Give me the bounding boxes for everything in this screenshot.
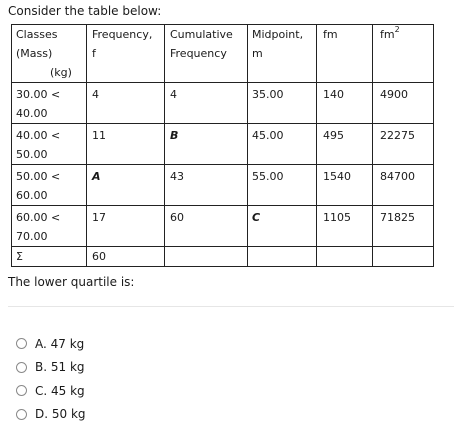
class-cell bbox=[12, 83, 87, 124]
header-cumulative-line1: Cumulative bbox=[170, 28, 233, 41]
fm-cell: 495 bbox=[317, 124, 373, 165]
midpoint-cell: 55.00 bbox=[248, 165, 317, 206]
fm-cell: 1105 bbox=[317, 206, 373, 247]
class-lower: 30.00 < bbox=[16, 88, 61, 101]
sum-empty-cell bbox=[373, 247, 434, 267]
radio-button-icon[interactable] bbox=[16, 362, 27, 373]
sum-symbol-cell: Σ bbox=[12, 247, 87, 267]
class-lower: 60.00 < bbox=[16, 211, 61, 224]
cumulative-cell: 43 bbox=[165, 165, 248, 206]
header-fm-squared bbox=[373, 25, 434, 83]
sum-frequency-cell: 60 bbox=[87, 247, 165, 267]
cumulative-cell-unknown: B bbox=[165, 124, 248, 165]
table-sum-row bbox=[12, 247, 434, 267]
midpoint-cell: 35.00 bbox=[248, 83, 317, 124]
class-lower: 50.00 < bbox=[16, 170, 61, 183]
header-frequency-line2: f bbox=[92, 47, 96, 60]
fm2-cell: 4900 bbox=[373, 83, 434, 124]
sum-empty-cell bbox=[165, 247, 248, 267]
frequency-table bbox=[11, 24, 434, 267]
cumulative-cell: 60 bbox=[165, 206, 248, 247]
table-row bbox=[12, 165, 434, 206]
option-b[interactable] bbox=[16, 356, 86, 380]
fm2-cell: 22275 bbox=[373, 124, 434, 165]
table-row bbox=[12, 206, 434, 247]
frequency-cell: 4 bbox=[87, 83, 165, 124]
header-midpoint-line1: Midpoint, bbox=[252, 28, 304, 41]
header-frequency bbox=[87, 25, 165, 83]
option-label[interactable]: C. 45 kg bbox=[35, 383, 85, 398]
option-d[interactable] bbox=[16, 403, 86, 427]
option-label[interactable]: D. 50 kg bbox=[35, 407, 86, 422]
option-label[interactable]: B. 51 kg bbox=[35, 360, 85, 375]
table-row bbox=[12, 83, 434, 124]
answer-options bbox=[16, 332, 86, 426]
cumulative-cell: 4 bbox=[165, 83, 248, 124]
header-midpoint bbox=[248, 25, 317, 83]
radio-button-icon[interactable] bbox=[16, 409, 27, 420]
table-row bbox=[12, 124, 434, 165]
option-a[interactable] bbox=[16, 332, 86, 356]
divider bbox=[8, 306, 454, 307]
fm2-cell: 84700 bbox=[373, 165, 434, 206]
header-cumulative-line2: Frequency bbox=[170, 47, 227, 60]
header-fm-label: fm bbox=[323, 28, 338, 41]
sum-empty-cell bbox=[248, 247, 317, 267]
class-lower: 40.00 < bbox=[16, 129, 61, 142]
radio-button-icon[interactable] bbox=[16, 338, 27, 349]
midpoint-cell-unknown: C bbox=[248, 206, 317, 247]
class-upper: 60.00 bbox=[16, 189, 48, 202]
question-prompt: Consider the table below: bbox=[8, 4, 162, 18]
frequency-cell: 11 bbox=[87, 124, 165, 165]
class-upper: 70.00 bbox=[16, 230, 48, 243]
header-fm bbox=[317, 25, 373, 83]
header-classes-unit: (kg) bbox=[50, 66, 72, 79]
header-frequency-line1: Frequency, bbox=[92, 28, 153, 41]
class-upper: 50.00 bbox=[16, 148, 48, 161]
header-fm2-base: fm bbox=[380, 28, 395, 41]
option-c[interactable] bbox=[16, 379, 86, 403]
header-midpoint-line2: m bbox=[252, 47, 263, 60]
fm-cell: 1540 bbox=[317, 165, 373, 206]
header-classes bbox=[12, 25, 87, 83]
fm-cell: 140 bbox=[317, 83, 373, 124]
midpoint-cell: 45.00 bbox=[248, 124, 317, 165]
class-cell bbox=[12, 165, 87, 206]
frequency-cell-unknown: A bbox=[87, 165, 165, 206]
class-cell bbox=[12, 206, 87, 247]
frequency-cell: 17 bbox=[87, 206, 165, 247]
header-fm2-exponent: 2 bbox=[394, 25, 400, 34]
header-classes-line1: Classes bbox=[16, 28, 58, 41]
class-cell bbox=[12, 124, 87, 165]
sum-empty-cell bbox=[317, 247, 373, 267]
fm2-cell: 71825 bbox=[373, 206, 434, 247]
option-label[interactable]: A. 47 kg bbox=[35, 336, 85, 351]
header-classes-line2: (Mass) bbox=[16, 47, 53, 60]
header-cumulative-frequency bbox=[165, 25, 248, 83]
radio-button-icon[interactable] bbox=[16, 385, 27, 396]
question-text: The lower quartile is: bbox=[8, 275, 135, 289]
table-header-row bbox=[12, 25, 434, 83]
class-upper: 40.00 bbox=[16, 107, 48, 120]
